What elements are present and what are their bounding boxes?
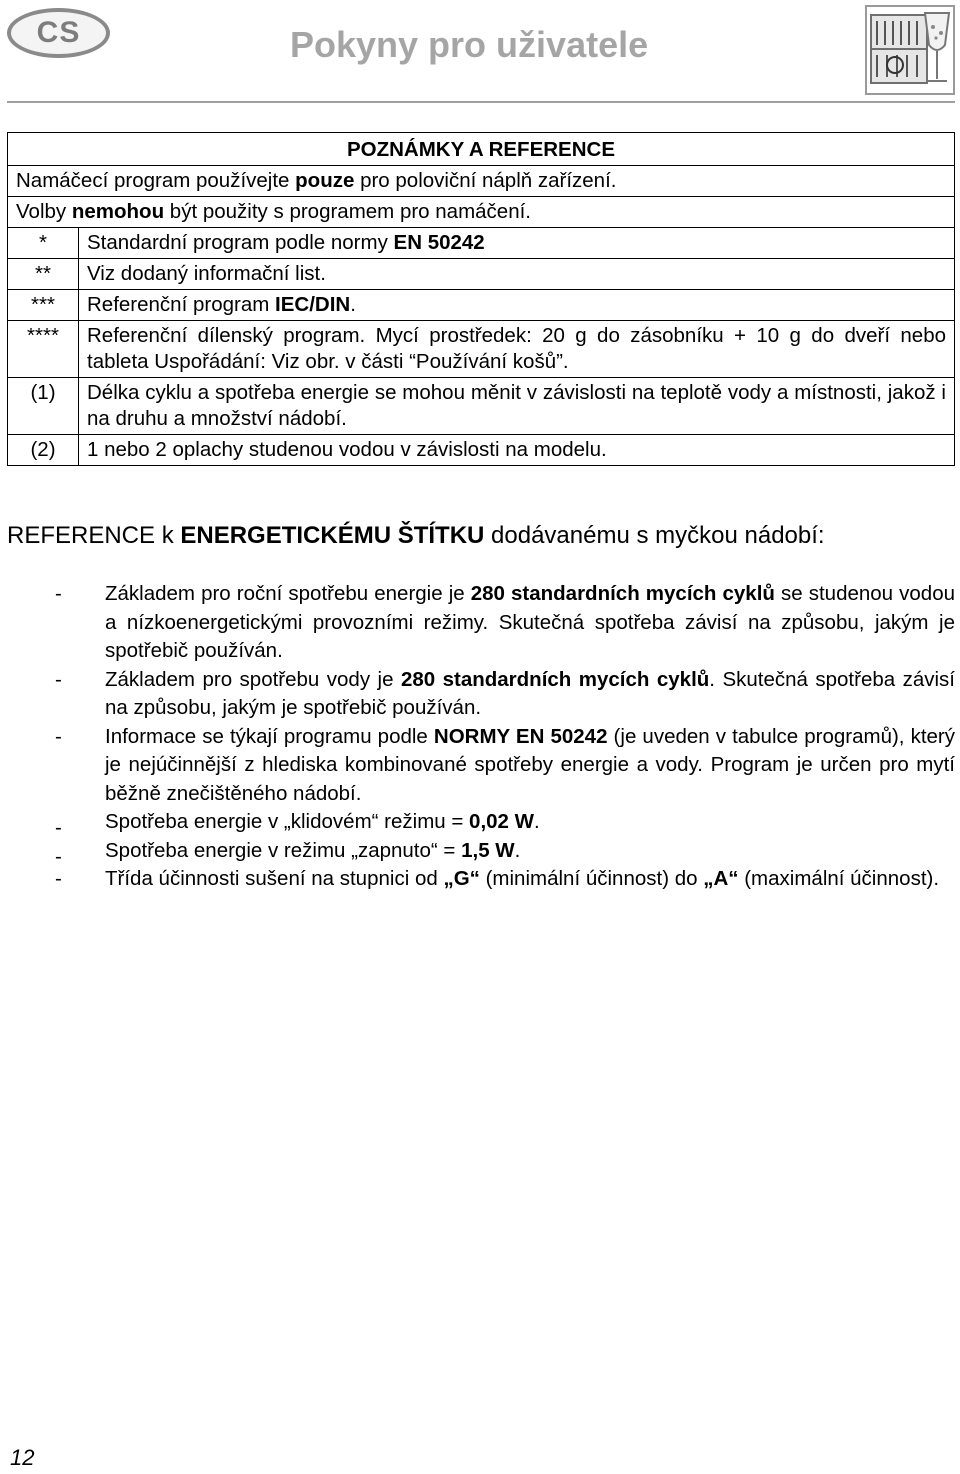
page-title: Pokyny pro uživatele: [290, 24, 649, 65]
text-part: 1 nebo 2 oplachy studenou vodou v závislosti na modelu.: [87, 438, 607, 461]
note-mark: (1): [8, 378, 79, 435]
text-part: Spotřeba energie v „klidovém“ režimu =: [105, 810, 470, 833]
text-bold: „G“: [443, 867, 480, 890]
text-part: . Skutečná spotřeba závisí na způsobu, jakým je spotřebič používán.: [105, 667, 956, 719]
text-bold: NORMY EN 50242: [433, 724, 608, 748]
text-part: .: [534, 810, 540, 833]
text-part: Délka cyklu a spotřeba energie se mohou měnit v závislosti na teplotě vody a místnosti, jakož i na druhu a množství nádobí.: [87, 381, 946, 430]
text-bold: 280 standardních mycích cyklů: [470, 582, 775, 605]
list-dash: -: [55, 667, 62, 691]
energy-label-list: [55, 580, 955, 894]
table-row: [8, 290, 955, 321]
notes-line-row: [8, 197, 955, 228]
list-item: [55, 580, 955, 666]
table-row: [8, 259, 955, 290]
text-part: (minimální účinnost) do: [479, 867, 704, 890]
text-bold: „A“: [703, 867, 739, 890]
list-item: [55, 808, 955, 837]
energy-label-heading: [7, 522, 825, 550]
table-row: [8, 378, 955, 435]
notes-table: [7, 132, 955, 466]
text-part: REFERENCE k: [7, 522, 181, 549]
header-divider: [7, 101, 955, 103]
list-item: [55, 837, 955, 866]
text-part: .: [514, 838, 521, 862]
page-number: 12: [10, 1445, 35, 1470]
list-item-text: [105, 808, 955, 837]
list-dash: -: [55, 867, 62, 890]
text-part: Standardní program podle normy: [87, 231, 394, 254]
note-mark: (2): [8, 435, 79, 466]
note-mark: *: [8, 228, 79, 259]
text-part: (maximální účinnost).: [738, 867, 940, 890]
note-text: [79, 228, 955, 259]
list-dash: -: [55, 582, 62, 605]
text-part: dodávanému s myčkou nádobí:: [484, 522, 825, 549]
note-mark: ****: [8, 321, 79, 378]
text-part: .: [350, 293, 356, 316]
cs-language-logo: [7, 8, 110, 58]
list-dash: -: [55, 724, 62, 748]
note-text: [79, 290, 955, 321]
text-part: být použity s programem pro namáčení.: [164, 200, 531, 223]
note-mark: ***: [8, 290, 79, 321]
text-bold: 0,02 W: [469, 810, 534, 833]
text-part: Namáčecí program používejte: [16, 169, 296, 192]
text-part: Volby: [16, 200, 72, 223]
text-part: Informace se týkají programu podle: [105, 724, 434, 748]
note-text: [79, 378, 955, 435]
text-part: (je uveden v tabulce programů), který je nejúčinnější z hlediska kombinované spotřeby energie a vody. Program je určen pro mytí běžně znečištěného nádobí.: [105, 724, 955, 805]
text-bold: pouze: [295, 169, 355, 192]
text-part: Referenční dílenský program. Mycí prostředek: 20 g do zásobníku + 10 g do dveří nebo tableta Uspořádání: Viz obr. v části “Používání košů”.: [87, 324, 946, 373]
note-text: [79, 259, 955, 290]
text-bold: 1,5 W: [461, 838, 515, 862]
table-row: [8, 228, 955, 259]
list-item: [55, 723, 955, 809]
text-part: se studenou vodou a nízkoenergetickými provozními režimy. Skutečná spotřeba závisí na způsobu, jakým je spotřebič používán.: [105, 582, 955, 662]
text-part: Základem pro spotřebu vody je: [105, 667, 401, 691]
list-item: [55, 666, 955, 723]
note-text: [79, 321, 955, 378]
dishwasher-glass-icon: [865, 5, 955, 95]
text-bold: 280 standardních mycích cyklů: [400, 667, 710, 691]
list-dash: -: [55, 844, 62, 868]
text-part: Třída účinnosti sušení na stupnici od: [105, 867, 444, 890]
text-bold: nemohou: [71, 200, 165, 223]
list-item-text: [105, 865, 955, 894]
table-row: [8, 435, 955, 466]
notes-title: POZNÁMKY A REFERENCE: [8, 133, 955, 166]
text-part: Základem pro roční spotřebu energie je: [105, 582, 471, 605]
list-item: [55, 865, 955, 894]
notes-title-row: [8, 133, 955, 166]
list-item-text: [105, 723, 955, 809]
notes-line-row: [8, 166, 955, 197]
list-item-text: [105, 580, 955, 666]
text-bold: EN 50242: [393, 231, 485, 254]
list-dash: -: [55, 816, 62, 839]
text-part: Spotřeba energie v režimu „zapnuto“ =: [105, 838, 462, 862]
logo-text: CS: [36, 16, 81, 49]
text-bold: IEC/DIN: [275, 293, 351, 316]
text-part: pro poloviční náplň zařízení.: [354, 169, 617, 192]
note-text: [79, 435, 955, 466]
text-part: Referenční program: [87, 293, 276, 316]
text-bold: ENERGETICKÉMU ŠTÍTKU: [180, 522, 485, 549]
notes-line-1: [8, 166, 955, 197]
table-row: [8, 321, 955, 378]
notes-line-2: [8, 197, 955, 228]
note-mark: **: [8, 259, 79, 290]
list-item-text: [105, 837, 955, 866]
list-item-text: [105, 666, 955, 723]
text-part: Viz dodaný informační list.: [87, 262, 326, 285]
